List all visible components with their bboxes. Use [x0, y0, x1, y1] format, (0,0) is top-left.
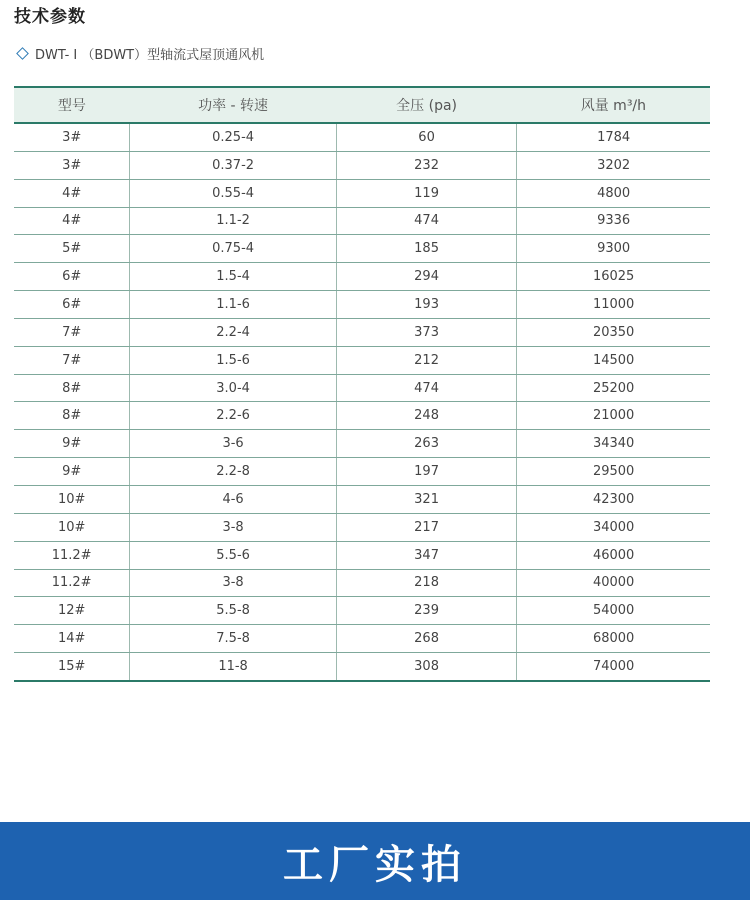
cell-pressure: 294 — [336, 263, 516, 291]
section-title: 技术参数 — [14, 7, 86, 27]
spec-table — [14, 86, 710, 682]
table-row — [14, 318, 710, 346]
cell-model: 4# — [14, 179, 130, 207]
table-row — [14, 291, 710, 319]
table-row — [14, 151, 710, 179]
cell-pressure: 347 — [336, 541, 516, 569]
cell-airflow: 9300 — [517, 235, 710, 263]
table-row — [14, 430, 710, 458]
cell-model: 9# — [14, 430, 130, 458]
cell-power-speed: 1.5-4 — [130, 263, 337, 291]
cell-airflow: 74000 — [517, 653, 710, 681]
product-subtitle — [16, 44, 264, 63]
cell-pressure: 119 — [336, 179, 516, 207]
cell-power-speed: 0.37-2 — [130, 151, 337, 179]
table-row — [14, 346, 710, 374]
cell-power-speed: 7.5-8 — [130, 625, 337, 653]
factory-photo-banner — [0, 822, 750, 900]
table-row — [14, 374, 710, 402]
cell-airflow: 42300 — [517, 485, 710, 513]
cell-model: 10# — [14, 513, 130, 541]
cell-pressure: 321 — [336, 485, 516, 513]
table-row — [14, 597, 710, 625]
cell-pressure: 308 — [336, 653, 516, 681]
cell-airflow: 68000 — [517, 625, 710, 653]
cell-model: 11.2# — [14, 569, 130, 597]
banner-title: 工厂实拍 — [283, 840, 467, 888]
table-row — [14, 263, 710, 291]
header-pressure: 全压 (pa) — [336, 87, 516, 123]
cell-power-speed: 0.75-4 — [130, 235, 337, 263]
cell-pressure: 248 — [336, 402, 516, 430]
table-row — [14, 485, 710, 513]
cell-model: 15# — [14, 653, 130, 681]
cell-model: 4# — [14, 207, 130, 235]
cell-pressure: 60 — [336, 123, 516, 151]
table-row — [14, 235, 710, 263]
cell-model: 8# — [14, 402, 130, 430]
cell-model: 5# — [14, 235, 130, 263]
cell-airflow: 1784 — [517, 123, 710, 151]
cell-power-speed: 1.1-2 — [130, 207, 337, 235]
diamond-icon — [16, 47, 29, 60]
cell-model: 6# — [14, 291, 130, 319]
table-row — [14, 123, 710, 151]
header-power-speed: 功率 - 转速 — [130, 87, 337, 123]
cell-airflow: 40000 — [517, 569, 710, 597]
cell-power-speed: 11-8 — [130, 653, 337, 681]
cell-pressure: 212 — [336, 346, 516, 374]
header-airflow: 风量 m³/h — [517, 87, 710, 123]
cell-model: 3# — [14, 151, 130, 179]
cell-airflow: 34340 — [517, 430, 710, 458]
table-row — [14, 541, 710, 569]
table-row — [14, 402, 710, 430]
cell-airflow: 14500 — [517, 346, 710, 374]
cell-airflow: 16025 — [517, 263, 710, 291]
table-row — [14, 625, 710, 653]
cell-pressure: 197 — [336, 458, 516, 486]
cell-power-speed: 5.5-8 — [130, 597, 337, 625]
table-row — [14, 653, 710, 681]
cell-power-speed: 5.5-6 — [130, 541, 337, 569]
table-row — [14, 179, 710, 207]
cell-pressure: 232 — [336, 151, 516, 179]
cell-airflow: 21000 — [517, 402, 710, 430]
cell-power-speed: 0.55-4 — [130, 179, 337, 207]
cell-airflow: 20350 — [517, 318, 710, 346]
cell-pressure: 373 — [336, 318, 516, 346]
cell-pressure: 185 — [336, 235, 516, 263]
cell-pressure: 263 — [336, 430, 516, 458]
cell-power-speed: 3-6 — [130, 430, 337, 458]
table-row — [14, 458, 710, 486]
cell-power-speed: 1.1-6 — [130, 291, 337, 319]
cell-airflow: 34000 — [517, 513, 710, 541]
cell-airflow: 46000 — [517, 541, 710, 569]
cell-airflow: 54000 — [517, 597, 710, 625]
cell-pressure: 268 — [336, 625, 516, 653]
cell-pressure: 217 — [336, 513, 516, 541]
table-row — [14, 513, 710, 541]
cell-airflow: 25200 — [517, 374, 710, 402]
cell-airflow: 29500 — [517, 458, 710, 486]
product-subtitle-text: DWT- Ⅰ （BDWT）型轴流式屋顶通风机 — [35, 48, 265, 63]
cell-model: 10# — [14, 485, 130, 513]
cell-airflow: 3202 — [517, 151, 710, 179]
table-row — [14, 569, 710, 597]
cell-power-speed: 4-6 — [130, 485, 337, 513]
cell-model: 9# — [14, 458, 130, 486]
cell-pressure: 218 — [336, 569, 516, 597]
table-row — [14, 207, 710, 235]
cell-power-speed: 3-8 — [130, 569, 337, 597]
cell-pressure: 474 — [336, 374, 516, 402]
cell-model: 7# — [14, 318, 130, 346]
cell-model: 12# — [14, 597, 130, 625]
cell-power-speed: 0.25-4 — [130, 123, 337, 151]
cell-pressure: 474 — [336, 207, 516, 235]
cell-power-speed: 1.5-6 — [130, 346, 337, 374]
cell-model: 8# — [14, 374, 130, 402]
cell-pressure: 239 — [336, 597, 516, 625]
cell-power-speed: 3.0-4 — [130, 374, 337, 402]
cell-power-speed: 2.2-8 — [130, 458, 337, 486]
cell-airflow: 4800 — [517, 179, 710, 207]
cell-power-speed: 3-8 — [130, 513, 337, 541]
header-model: 型号 — [14, 87, 130, 123]
cell-power-speed: 2.2-4 — [130, 318, 337, 346]
cell-airflow: 9336 — [517, 207, 710, 235]
cell-airflow: 11000 — [517, 291, 710, 319]
cell-pressure: 193 — [336, 291, 516, 319]
cell-model: 11.2# — [14, 541, 130, 569]
cell-power-speed: 2.2-6 — [130, 402, 337, 430]
table-header-row — [14, 87, 710, 123]
cell-model: 6# — [14, 263, 130, 291]
cell-model: 7# — [14, 346, 130, 374]
cell-model: 14# — [14, 625, 130, 653]
cell-model: 3# — [14, 123, 130, 151]
